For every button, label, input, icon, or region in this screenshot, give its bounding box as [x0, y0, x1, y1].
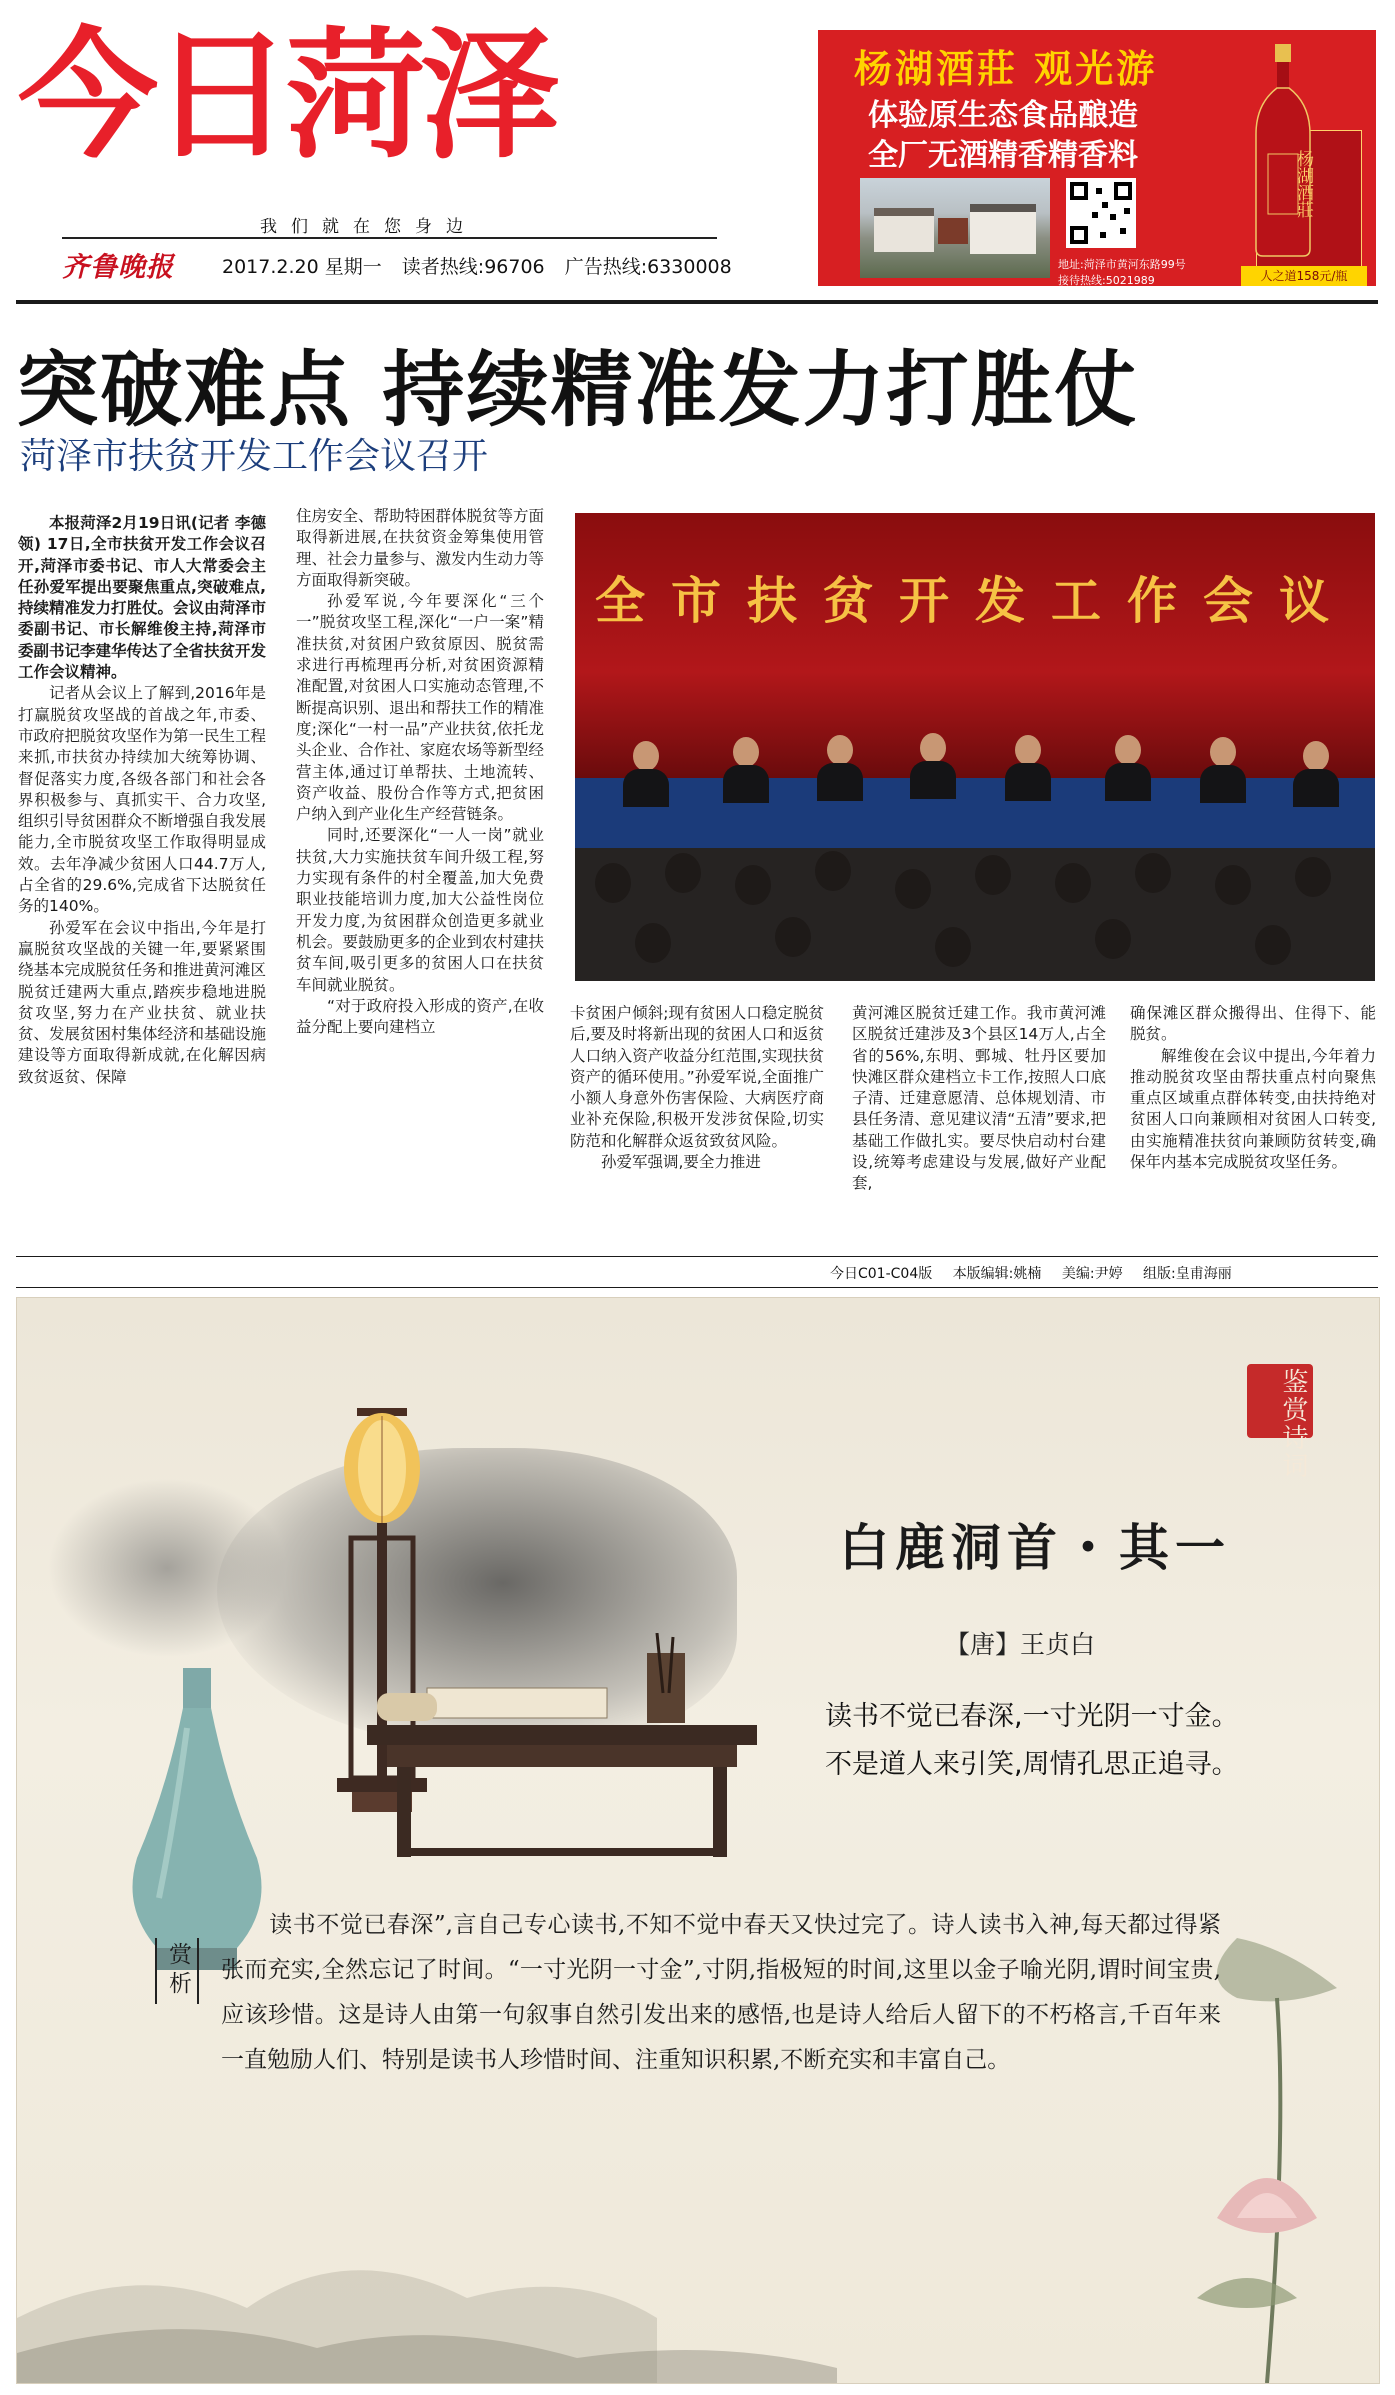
liquor-advertisement[interactable] [818, 30, 1376, 286]
brand-logo: 齐鲁晚报 [62, 252, 174, 283]
poem-title[interactable]: 白鹿洞首・其一 [839, 1518, 1231, 1577]
page-range: 今日C01-C04版 [830, 1266, 933, 1282]
analysis-label: 赏析 [155, 1938, 199, 2004]
article-column-3 [570, 1003, 824, 1173]
article-paragraph: “对于政府投入形成的资产,在收益分配上要向建档立 [296, 996, 544, 1037]
masthead-info [222, 252, 746, 279]
art-editor: 美编:尹婷 [1061, 1266, 1123, 1282]
desk-icon [367, 1633, 757, 1863]
ad-title: 杨湖酒莊 观光游 [854, 46, 1158, 91]
mountain-silhouette-icon [17, 2168, 1379, 2383]
poem-author: 【唐】王贞白 [945, 1630, 1096, 1659]
poem-line: 不是道人来引笑,周情孔思正追寻。 [825, 1749, 1239, 1780]
article-paragraph: 解维俊在会议中提出,今年着力推动脱贫攻坚由帮扶重点村向聚焦重点区域重点群体转变,由扶持绝对贫困人口向兼顾相对贫困人口转变,由实施精准扶贫向兼顾防贫转变,确保年内基本完成脱贫攻坚任务。 [1130, 1046, 1376, 1172]
page-credits [830, 1263, 1232, 1283]
article-paragraph: 同时,还要深化“一人一岗”就业扶贫,大力实施扶贫车间升级工程,努力实现有条件的村全覆盖,加大免费职业技能培训力度,加大公益性岗位开发力度,为贫困群众创造更多就业机会。要鼓励更多的企业到农村建扶贫车间,吸引更多的贫困人口在扶贫车间就业脱贫。 [296, 826, 545, 994]
article-column-2 [296, 506, 544, 1038]
article-paragraph: 确保滩区群众搬得出、住得下、能脱贫。 [1130, 1004, 1376, 1044]
meeting-photo[interactable] [575, 513, 1375, 981]
article-paragraph: 孙爱军在会议中指出,今年是打赢脱贫攻坚战的关键一年,要紧紧围绕基本完成脱贫任务和推进黄河滩区脱贫迁建两大重点,踏疾步稳地进脱贫攻坚,努力在产业扶贫、就业扶贫、发展贫困村集体经济和基础设施建设等方面取得新成就,在化解因病致贫返贫、保障 [18, 918, 267, 1086]
ad-phone: 接待热线:5021989 [1058, 274, 1155, 286]
poem-appreciation-section [16, 1297, 1380, 2384]
liquor-box-label: 杨湖酒莊 [1293, 150, 1313, 218]
ad-hotline: 广告热线:6330008 [564, 256, 732, 278]
top-rule [16, 300, 1378, 304]
article-column-5 [1130, 1003, 1376, 1173]
reader-hotline: 读者热线:96706 [401, 256, 545, 278]
article-headline[interactable]: 突破难点 持续精准发力打胜仗 [16, 343, 1139, 438]
article-paragraph: 卡贫困户倾斜;现有贫困人口稳定脱贫后,要及时将新出现的贫困人口和返贫人口纳入资产收益分红范围,实现扶贫资产的循环使用。”孙爱军说,全面推广小额人身意外伤害保险、大病医疗商业补充保险,积极开发涉贫保险,切实防范和化解群众返贫致贫风险。 [570, 1004, 824, 1150]
article-paragraph: 孙爱军强调,要全力推进 [601, 1153, 761, 1172]
article-column-4 [852, 1003, 1106, 1195]
article-paragraph: 住房安全、帮助特困群体脱贫等方面取得新进展,在扶贫资金筹集使用管理、社会力量参与、激发内生动力等方面取得新突破。 [296, 507, 545, 589]
article-subheadline: 菏泽市扶贫开发工作会议召开 [20, 436, 489, 477]
newspaper-masthead: 今日菏泽 [18, 15, 555, 178]
ad-slogan-line-2: 全厂无酒精香精香料 [868, 138, 1138, 173]
qr-code-icon[interactable] [1066, 178, 1136, 248]
article-paragraph: 本报菏泽2月19日讯(记者 李德领) 17日,全市扶贫开发工作会议召开,菏泽市委书记、市人大常委会主任孙爱军提出要聚焦重点,突破难点,持续精准发力打胜仗。会议由菏泽市委副书记、市长解维俊主持,菏泽市委副书记李建华传达了全省扶贫开发工作会议精神。 [18, 514, 267, 682]
issue-date: 2017.2.20 星期一 [222, 256, 382, 278]
ad-address: 地址:菏泽市黄河东路99号 [1058, 258, 1186, 271]
poem-analysis: 读书不觉已春深”,言自己专心读书,不知不觉中春天又快过完了。诗人读书入神,每天都过得紧张而充实,全然忘记了时间。“一寸光阴一寸金”,寸阴,指极短的时间,这里以金子喻光阴,谓时间宝贵,应该珍惜。这是诗人由第一句叙事自然引发出来的感悟,也是诗人给后人留下的不朽格言,千百年来一直勉励人们、特别是读书人珍惜时间、注重知识积累,不断充实和丰富自己。 [221, 1912, 1221, 2073]
ad-slogan-line-1: 体验原生态食品酿造 [868, 98, 1138, 133]
article-paragraph: 记者从会议上了解到,2016年是打赢脱贫攻坚战的首战之年,市委、市政府把脱贫攻坚作为第一民生工程来抓,市扶贫办持续加大统筹协调、督促落实力度,各级各部门和社会各界积极参与、真抓实干、合力攻坚,组织引导贫困群众不断增强自我发展能力,全市脱贫攻坚工作取得明显成效。去年净减少贫困人口44.7万人,占全省的29.6%,完成省下达脱贫任务的140%。 [18, 684, 267, 916]
article-column-1 [18, 513, 266, 1088]
seal-text: 鉴赏诗词 [1278, 1368, 1308, 1480]
credits-bottom-rule [16, 1287, 1378, 1288]
ad-price: 人之道158元/瓶 [1241, 266, 1367, 286]
winery-photo [860, 178, 1050, 278]
layout-editor: 组版:皇甫海丽 [1143, 1266, 1232, 1282]
article-paragraph: 黄河滩区脱贫迁建工作。我市黄河滩区脱贫迁建涉及3个县区14万人,占全省的56%,东明、鄄城、牡丹区要加快滩区群众建档立卡工作,按照人口底子清、迁建意愿清、总体规划清、市县任务清、意见建议清“五清”要求,把基础工作做扎实。要尽快启动村台建设,统筹考虑建设与发展,做好产业配套, [852, 1004, 1106, 1193]
meeting-banner: 全市扶贫开发工作会议 [595, 572, 1355, 630]
masthead-divider [62, 237, 717, 239]
article-paragraph: 孙爱军说,今年要深化“三个一”脱贫攻坚工程,深化“一户一案”精准扶贫,对贫困户致贫原因、脱贫需求进行再梳理再分析,对贫困资源精准配置,对贫困人口实施动态管理,不断提高识别、退出和帮扶工作的精准度;深化“一村一品”产业扶贫,依托龙头企业、合作社、家庭农场等新型经营主体,通过订单帮扶、土地流转、资产收益、股份合作等方式,把贫困户纳入到产业化生产经营链条。 [296, 592, 545, 824]
credits-rule [16, 1256, 1378, 1257]
masthead-slogan: 我们就在您身边 [260, 217, 477, 237]
page-editor: 本版编辑:姚楠 [952, 1266, 1042, 1282]
poem-line: 读书不觉已春深,一寸光阴一寸金。 [825, 1701, 1239, 1732]
